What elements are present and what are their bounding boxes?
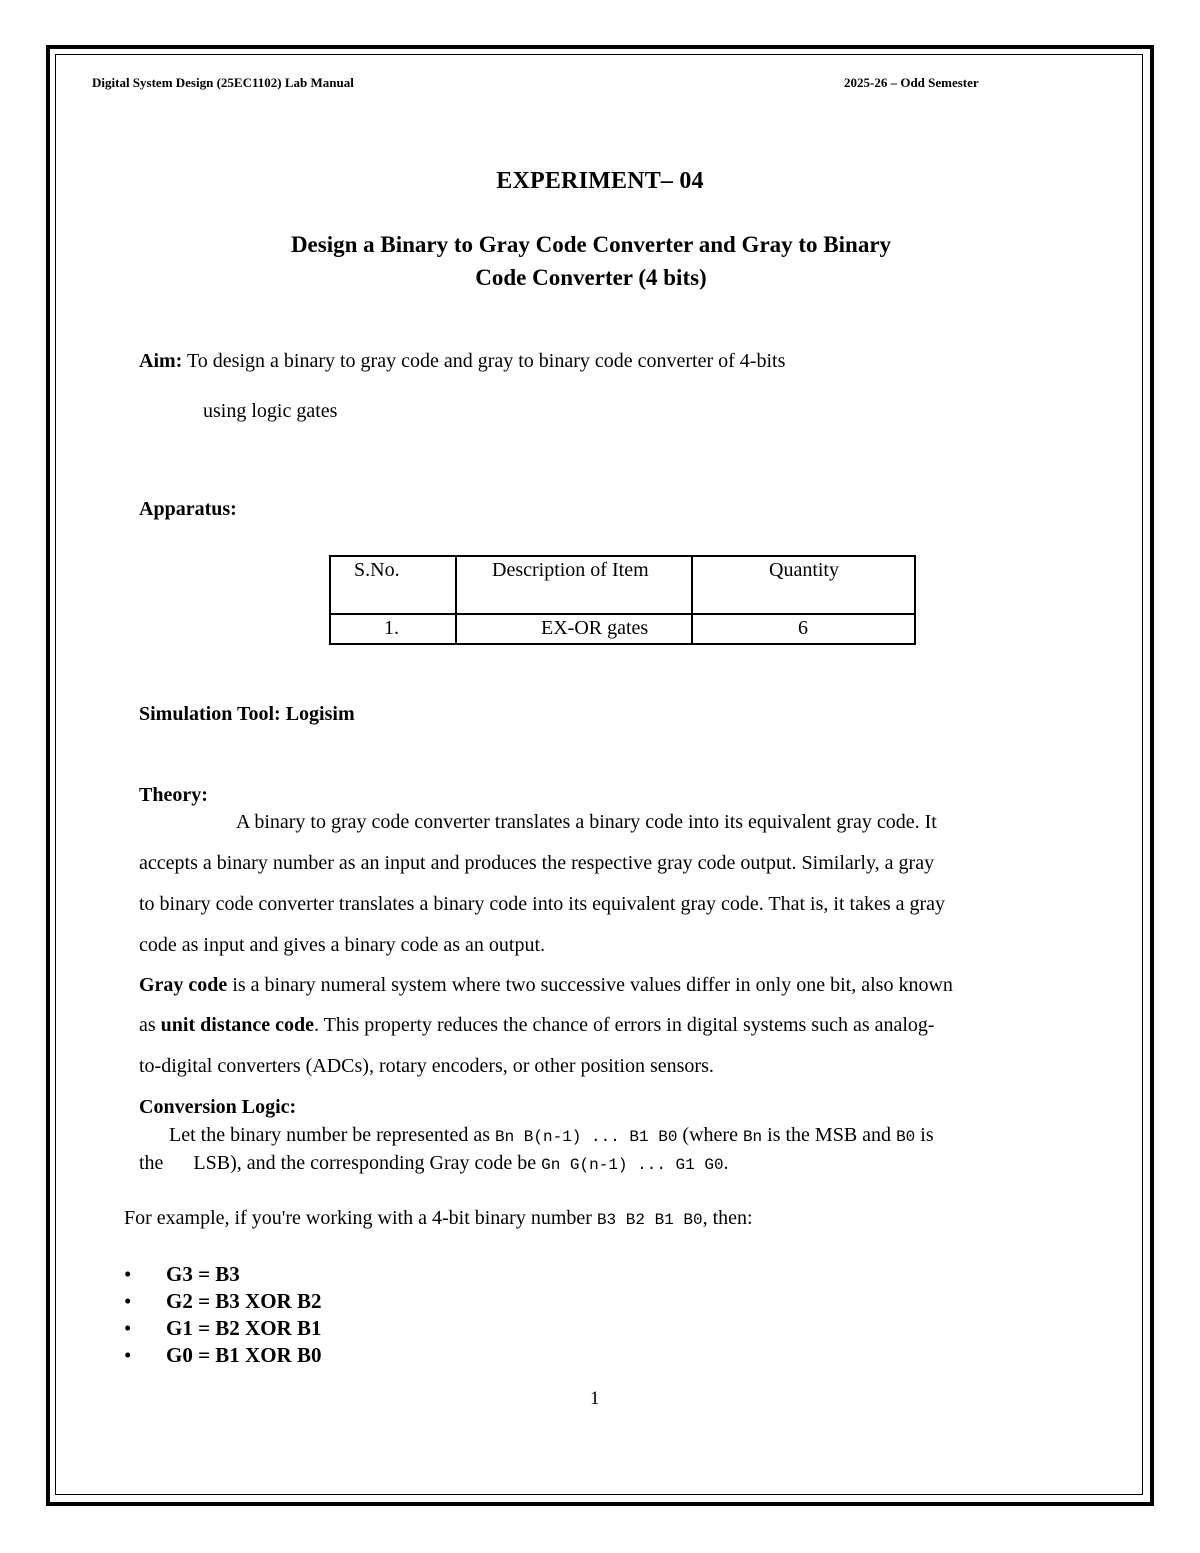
table-header-cell: [330, 556, 456, 614]
theory-line-4: code as input and gives a binary code as an output.: [139, 934, 545, 956]
gray-code-line-2: [139, 1014, 935, 1037]
list-item: [124, 1288, 321, 1315]
simulation-tool: Simulation Tool: Logisim: [139, 703, 355, 725]
apparatus-table: [329, 555, 916, 645]
table-cell: [330, 614, 456, 644]
table-cell: [692, 614, 915, 644]
conv-code: Gn G(n-1) ... G1 G0: [541, 1156, 724, 1174]
bullet-icon: •: [124, 1343, 132, 1367]
formula-g0: G0 = B1 XOR B0: [166, 1343, 322, 1367]
cell-sno: 1.: [384, 617, 399, 639]
conv-text: is: [915, 1124, 934, 1146]
bullet-icon: •: [124, 1289, 132, 1313]
aim-label: Aim:: [139, 350, 183, 372]
page-number: 1: [590, 1388, 600, 1409]
conversion-line-2: [139, 1152, 729, 1175]
title-line-2: Code Converter (4 bits): [475, 265, 707, 290]
header-semester: 2025-26 – Odd Semester: [844, 75, 979, 90]
title-line-1: Design a Binary to Gray Code Converter and Gray to Binary: [290, 232, 892, 257]
conversion-label: Conversion Logic:: [139, 1096, 297, 1118]
conversion-line-1: [169, 1124, 934, 1147]
conv-text: .: [723, 1152, 729, 1174]
aim-text-1: To design a binary to gray code and gray to binary code converter of 4-bits: [182, 350, 786, 372]
bullet-icon: •: [124, 1262, 132, 1286]
header-course-title: Digital System Design (25EC1102) Lab Manual: [92, 75, 354, 90]
unit-distance-term: unit distance code: [160, 1014, 315, 1036]
list-item: [124, 1342, 321, 1369]
table-header-cell: [692, 556, 915, 614]
cell-description: EX-OR gates: [541, 617, 649, 639]
formula-g1: G1 = B2 XOR B1: [166, 1316, 322, 1340]
header-description: Description of Item: [492, 559, 649, 581]
table-header-cell: [456, 556, 692, 614]
conv-code: B0: [896, 1128, 916, 1146]
aim-line-1: [139, 350, 785, 373]
apparatus-label: Apparatus:: [139, 498, 237, 520]
table-header-row: [330, 556, 915, 614]
conv-text: Let the binary number be represented as: [169, 1124, 495, 1146]
conv-text: the LSB), and the corresponding Gray code be: [139, 1152, 542, 1174]
formula-list: [124, 1261, 321, 1369]
list-item: [124, 1261, 321, 1288]
experiment-title: EXPERIMENT– 04: [496, 168, 704, 194]
formula-g2: G2 = B3 XOR B2: [166, 1289, 322, 1313]
theory-label: Theory:: [139, 784, 208, 806]
conv-text: , then:: [702, 1207, 753, 1229]
conv-code: Bn B(n-1) ... B1 B0: [494, 1128, 678, 1146]
gray-code-line-1: [139, 974, 953, 997]
conv-text: is the MSB and: [762, 1124, 897, 1146]
header-sno: S.No.: [354, 559, 400, 581]
theory-line-2: accepts a binary number as an input and produces the respective gray code output. Similarly, a gray: [139, 852, 935, 874]
list-item: [124, 1315, 321, 1342]
cell-quantity: 6: [798, 617, 808, 639]
conv-text: For example, if you're working with a 4-bit binary number: [124, 1207, 597, 1229]
formula-g3: G3 = B3: [166, 1262, 240, 1286]
gray-code-pre: as: [139, 1014, 161, 1036]
theory-line-3: to binary code converter translates a binary code into its equivalent gray code. That is, it takes a gray: [139, 893, 946, 915]
gray-code-rest: . This property reduces the chance of errors in digital systems such as analog-: [314, 1014, 935, 1036]
table-cell: [456, 614, 692, 644]
conv-text: (where: [677, 1124, 743, 1146]
aim-line-2: using logic gates: [203, 400, 338, 422]
bullet-icon: •: [124, 1316, 132, 1340]
document-title: [0, 228, 1182, 294]
table-row: [330, 614, 915, 644]
theory-line-1: A binary to gray code converter translates a binary code into its equivalent gray code. It: [236, 811, 937, 833]
gray-code-term: Gray code: [139, 974, 228, 996]
conversion-example: [124, 1207, 753, 1230]
header-quantity: Quantity: [769, 559, 839, 581]
conv-code: B3 B2 B1 B0: [596, 1211, 703, 1229]
gray-code-line-3: to-digital converters (ADCs), rotary encoders, or other position sensors.: [139, 1055, 714, 1077]
gray-code-text: is a binary numeral system where two successive values differ in only one bit, also known: [227, 974, 953, 996]
conv-code: Bn: [742, 1128, 763, 1146]
